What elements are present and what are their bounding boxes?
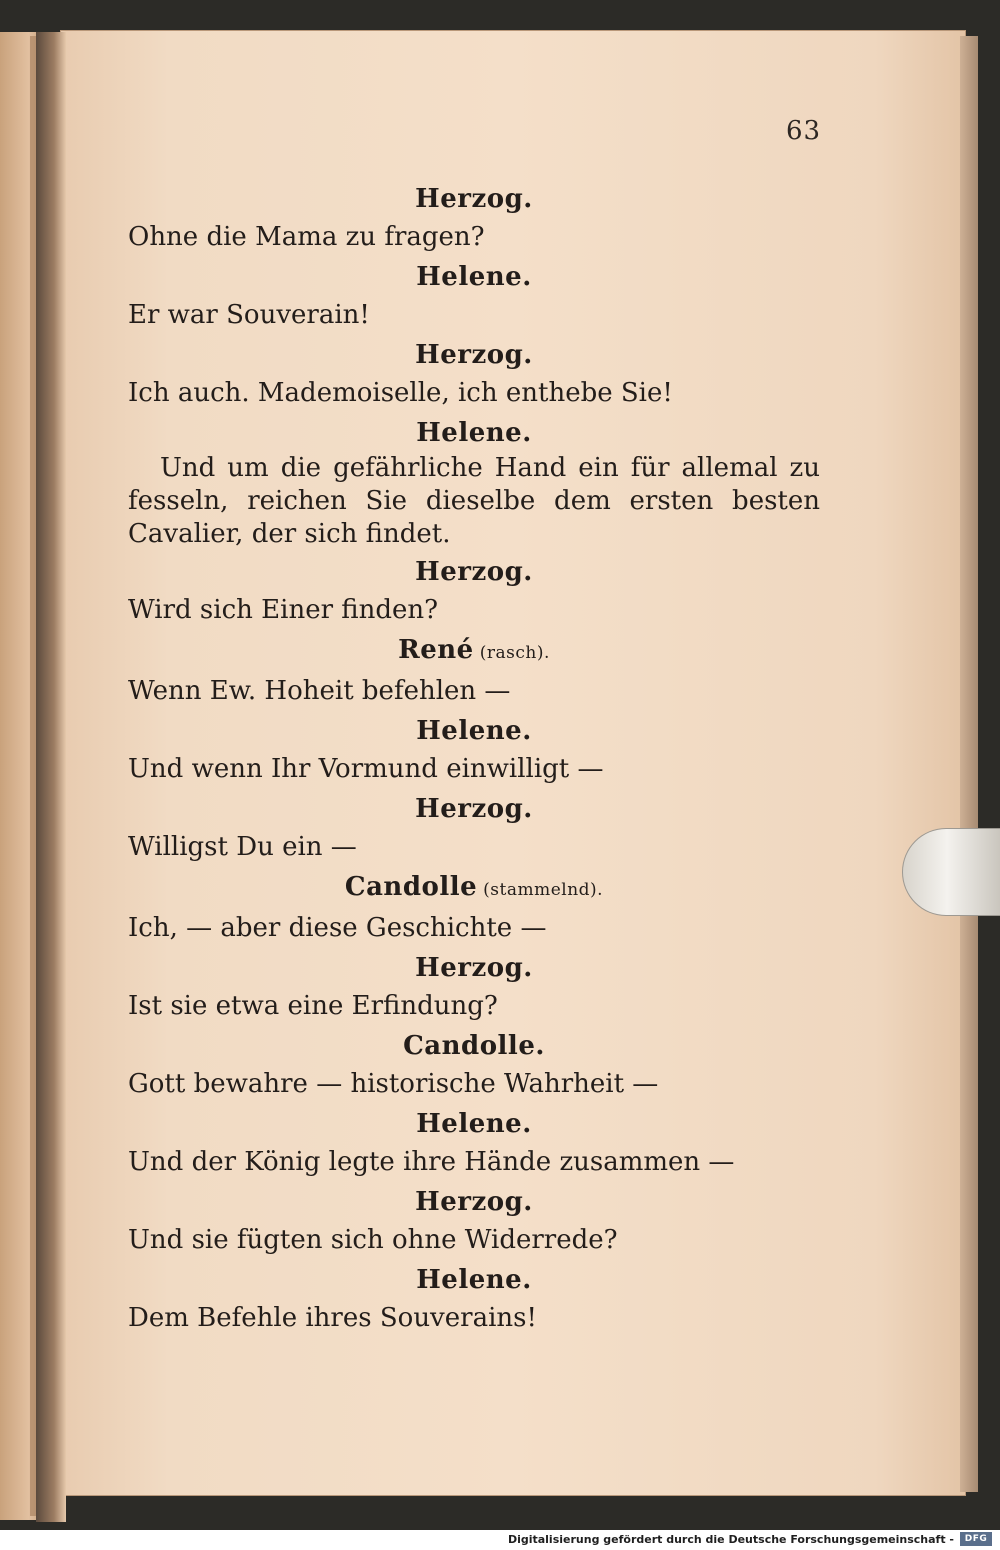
dialogue-line: Wird sich Einer finden? bbox=[128, 595, 439, 625]
dialogue-line: Ohne die Mama zu fragen? bbox=[128, 222, 485, 252]
speaker-heading bbox=[128, 338, 820, 372]
speaker-name: Helene. bbox=[416, 1265, 532, 1295]
speaker-heading bbox=[128, 416, 820, 450]
speaker-heading bbox=[128, 951, 820, 985]
speaker-name: Helene. bbox=[416, 262, 532, 292]
speaker-heading bbox=[128, 1107, 820, 1141]
speaker-name: René bbox=[398, 635, 474, 665]
dialogue-line: Und der König legte ihre Hände zusammen — bbox=[128, 1147, 735, 1177]
dialogue-line: Dem Befehle ihres Souverains! bbox=[128, 1303, 537, 1333]
speaker-heading bbox=[128, 1029, 820, 1063]
speaker-heading bbox=[128, 1263, 820, 1297]
dialogue-line: Willigst Du ein — bbox=[128, 832, 357, 862]
dialogue-paragraph: Und um die gefährliche Hand ein für allemal zu fesseln, reichen Sie dieselbe dem ersten besten Cavalier, der sich findet. bbox=[128, 453, 820, 549]
speaker-heading bbox=[128, 182, 820, 216]
stage-direction: (rasch). bbox=[479, 643, 550, 663]
speaker-heading bbox=[128, 870, 820, 907]
speaker-name: Herzog. bbox=[415, 1187, 533, 1217]
speaker-name: Herzog. bbox=[415, 953, 533, 983]
dialogue-line: Ist sie etwa eine Erfindung? bbox=[128, 991, 498, 1021]
page-stack-edge bbox=[960, 36, 978, 1492]
speaker-heading bbox=[128, 555, 820, 589]
speaker-name: Herzog. bbox=[415, 184, 533, 214]
speaker-heading bbox=[128, 633, 820, 670]
dialogue-line: Und sie fügten sich ohne Widerrede? bbox=[128, 1225, 618, 1255]
speaker-name: Candolle. bbox=[403, 1031, 545, 1061]
dialogue-line: Gott bewahre — historische Wahrheit — bbox=[128, 1069, 659, 1099]
footer-credit: Digitalisierung gefördert durch die Deutsche Forschungsgemeinschaft - bbox=[507, 1533, 954, 1546]
book-gutter bbox=[36, 32, 66, 1522]
dfg-logo-icon: DFG bbox=[960, 1532, 992, 1546]
dialogue-line: Wenn Ew. Hoheit befehlen — bbox=[128, 676, 511, 706]
speaker-heading bbox=[128, 714, 820, 748]
dialogue-line: Und wenn Ihr Vormund einwilligt — bbox=[128, 754, 604, 784]
speaker-heading bbox=[128, 792, 820, 826]
speaker-name: Herzog. bbox=[415, 340, 533, 370]
dialogue-line: Ich, — aber diese Geschichte — bbox=[128, 913, 547, 943]
speaker-name: Herzog. bbox=[415, 794, 533, 824]
play-text bbox=[128, 178, 820, 1337]
dialogue-line: Er war Souverain! bbox=[128, 300, 370, 330]
speaker-name: Helene. bbox=[416, 1109, 532, 1139]
speaker-heading bbox=[128, 1185, 820, 1219]
speaker-name: Herzog. bbox=[415, 557, 533, 587]
dialogue-line: Ich auch. Mademoiselle, ich enthebe Sie! bbox=[128, 378, 673, 408]
page-tab-marker bbox=[902, 828, 1000, 916]
stage-direction: (stammelnd). bbox=[483, 880, 604, 900]
speaker-heading bbox=[128, 260, 820, 294]
speaker-name: Helene. bbox=[416, 418, 532, 448]
speaker-name: Candolle bbox=[344, 872, 478, 902]
speaker-name: Helene. bbox=[416, 716, 532, 746]
page-number: 63 bbox=[786, 116, 822, 146]
